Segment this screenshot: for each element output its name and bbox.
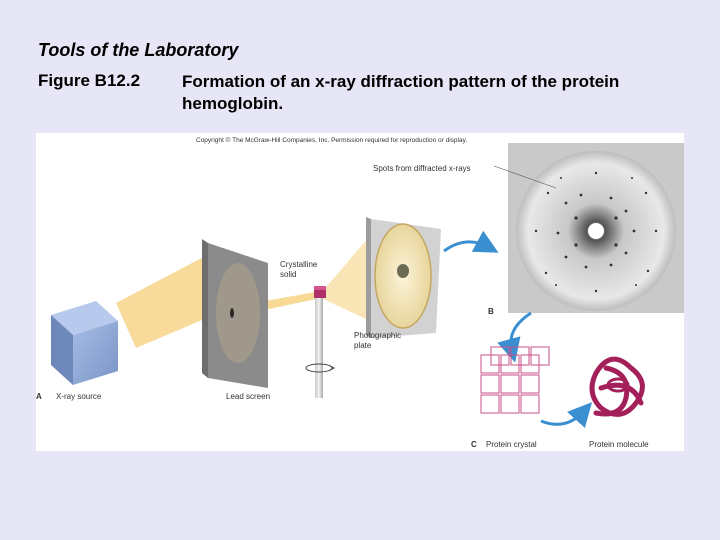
protein-crystal-lattice — [481, 347, 549, 413]
arrow-to-molecule — [541, 411, 584, 424]
label-xray-source: X-ray source — [56, 392, 102, 401]
arrow-to-crystal — [511, 313, 531, 351]
figure-caption: Formation of an x-ray diffraction pattern of the protein hemoglobin. — [182, 72, 620, 113]
label-crystalline-2: solid — [280, 270, 297, 279]
label-panel-c: C — [471, 440, 477, 449]
slide-title: Tools of the Laboratory — [38, 40, 239, 60]
figure-number: Figure B12.2 — [38, 71, 141, 90]
label-lead-screen: Lead screen — [226, 392, 271, 401]
label-panel-a: A — [36, 392, 42, 401]
diffraction-figure — [36, 133, 684, 451]
label-photographic-2: plate — [354, 341, 372, 350]
label-protein-crystal: Protein crystal — [486, 440, 537, 449]
label-photographic-1: Photographic — [354, 331, 402, 340]
photographic-plate — [366, 217, 441, 338]
crystal-stand — [306, 286, 334, 398]
protein-molecule — [592, 359, 642, 414]
diffraction-pattern-image — [508, 143, 684, 313]
label-panel-b: B — [488, 307, 494, 316]
copyright-text: Copyright © The McGraw-Hill Companies, Inc. Permission required for reproduction or display. — [196, 137, 468, 144]
label-protein-molecule: Protein molecule — [589, 440, 649, 449]
arrow-to-pattern — [444, 242, 488, 251]
lead-screen — [202, 239, 268, 388]
xray-source-box — [51, 301, 118, 385]
label-spots: Spots from diffracted x-rays — [373, 164, 471, 173]
label-crystalline-1: Crystalline — [280, 260, 318, 269]
